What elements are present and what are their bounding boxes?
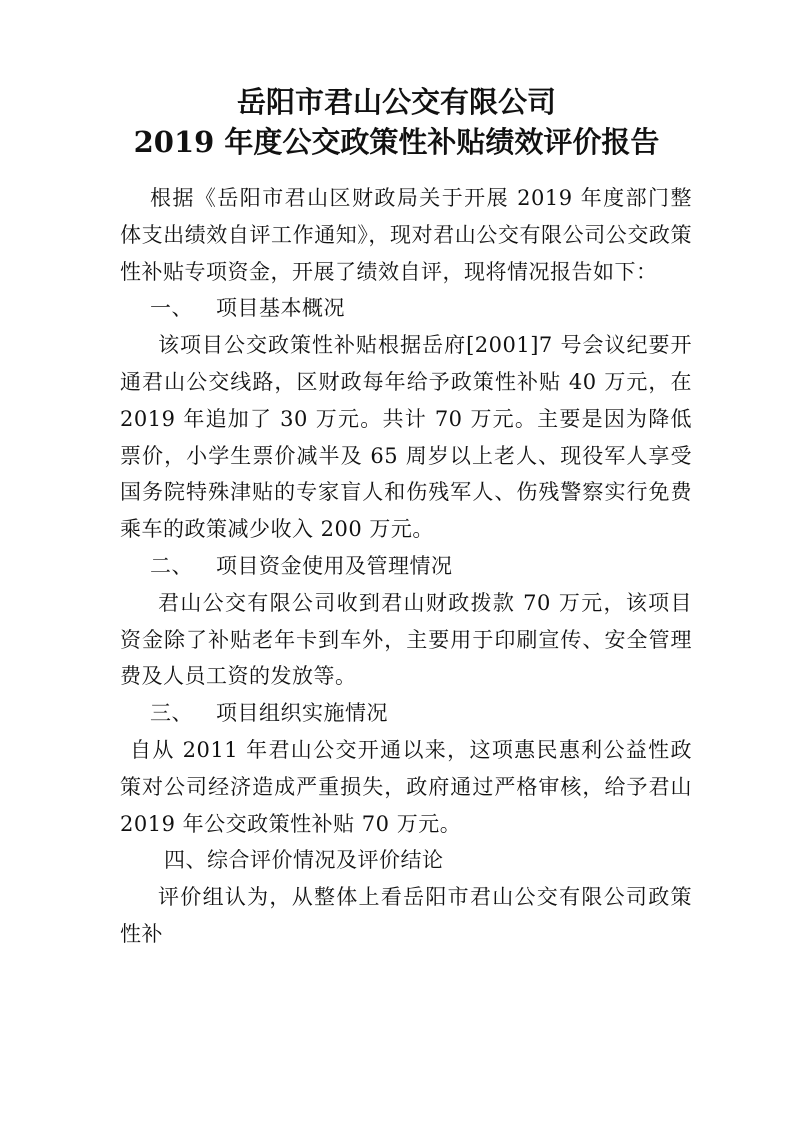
section-title-2: 项目资金使用及管理情况 (216, 553, 453, 578)
document-title-report: 2019 年度公交政策性补贴绩效评价报告 (133, 125, 660, 159)
section-body-1: 该项目公交政策性补贴根据岳府[2001]7 号会议纪要开通君山公交线路，区财政每年给予政策性补贴 40 万元，在 2019 年追加了 30 万元。共计 70 万元。主要是因为降低票价，小学生票价减半及 65 周岁以上老人、现役军人享受国务院特殊津贴的专家盲人和伤残军人、伤残警察实行免费乘车的政策减少收入 200 万元。 (120, 333, 692, 542)
section-number-2: 二、 (150, 553, 193, 578)
section-body-2: 君山公交有限公司收到君山财政拨款 70 万元，该项目资金除了补贴老年卡到车外，主要用于印刷宣传、安全管理费及人员工资的发放等。 (120, 590, 692, 689)
section-body-4: 评价组认为，从整体上看岳阳市君山公交有限公司政策性补 (120, 885, 692, 946)
section-title-3: 项目组织实施情况 (216, 701, 388, 726)
document-body (120, 180, 692, 953)
section-heading-4: 四、综合评价情况及评价结论 (164, 848, 444, 873)
section-heading-3 (120, 695, 692, 732)
section-number-3: 三、 (150, 701, 193, 726)
section-title-1: 项目基本概况 (216, 296, 345, 321)
section-number-1: 一、 (150, 296, 193, 321)
section-body-3: 自从 2011 年君山公交开通以来，这项惠民惠利公益性政策对公司经济造成严重损失，政府通过严格审核，给予君山 2019 年公交政策性补贴 70 万元。 (120, 737, 692, 836)
section-heading-2 (120, 548, 692, 585)
intro-paragraph: 根据《岳阳市君山区财政局关于开展 2019 年度部门整体支出绩效自评工作通知》，现对君山公交有限公司公交政策性补贴专项资金，开展了绩效自评，现将情况报告如下： (120, 186, 692, 284)
document-title-company: 岳阳市君山公交有限公司 (236, 85, 556, 119)
section-heading-1 (120, 290, 692, 327)
